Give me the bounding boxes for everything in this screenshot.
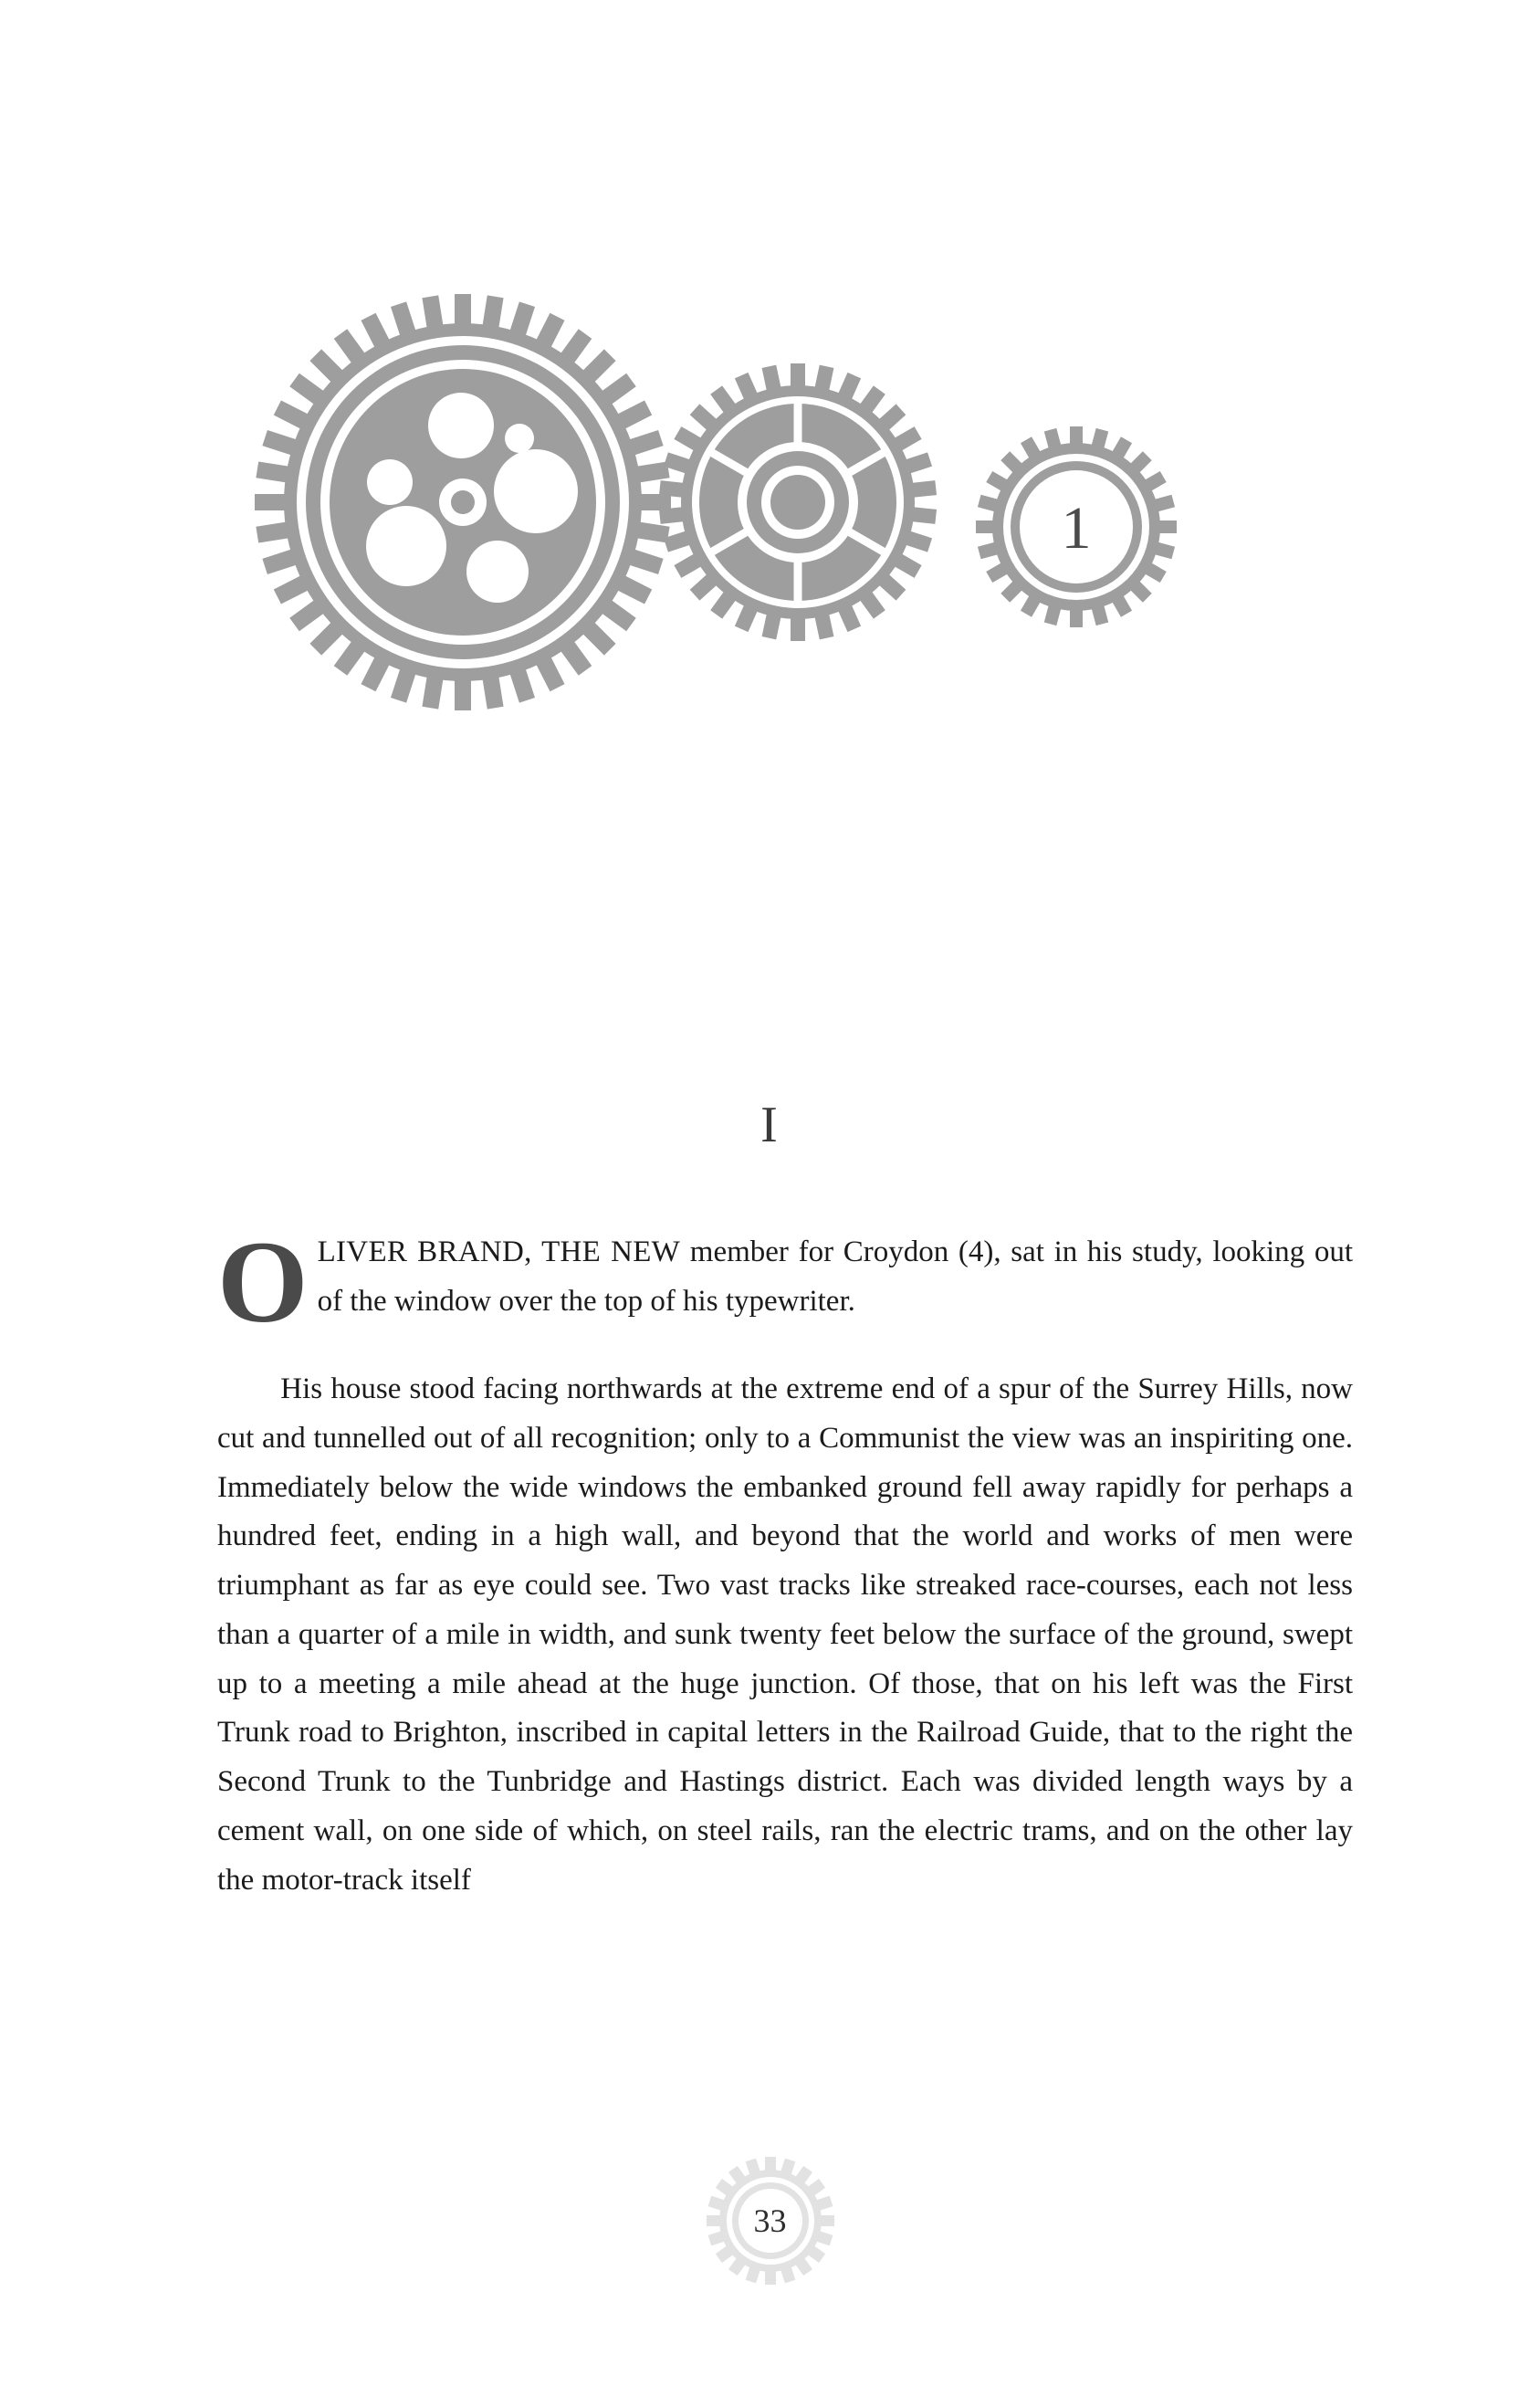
- folio-badge: [702, 2152, 839, 2289]
- paragraph-first-rest: member for Croydon (4), sat in his study, looking out of the window over the top of his typewriter.: [317, 1235, 1353, 1318]
- page-number: 33: [753, 2203, 787, 2239]
- page-footer: [0, 2152, 1540, 2289]
- gear-small: [976, 426, 1177, 627]
- chapter-number: I: [760, 1097, 780, 1153]
- gears-svg: [255, 288, 1286, 717]
- paragraph-first: [217, 1217, 1353, 1365]
- drop-cap: O: [217, 1217, 309, 1347]
- gear-medium: [658, 363, 936, 641]
- paragraph-second: His house stood facing northwards at the extreme end of a spur of the Surrey Hills, now cut and tunnelled out of all recognition; only to a Communist the view was an inspiriting one. Immediately below the wide windows the embanked ground fell away rapidly for perhaps a hundred feet, ending in a high wall, and beyond that the world and works of men were triumphant as far as eye could see. Two vast tracks like streaked race-courses, each not less than a quarter of a mile in width, and sunk twenty feet below the surface of the ground, swept up to a meeting a mile ahead at the huge junction. Of those, that on his left was the First Trunk road to Brighton, inscribed in capital letters in the Railroad Guide, that to the right the Second Trunk to the Tunbridge and Hastings district. Each was divided length ways by a cement wall, on one side of which, on steel rails, ran the electric trams, and on the other lay the motor-track itself: [217, 1372, 1353, 1897]
- gear-large: [255, 294, 671, 710]
- small-caps-lead: LIVER BRAND, THE NEW: [317, 1235, 681, 1268]
- gear-label-chapter-digit: 1: [1061, 495, 1091, 562]
- three-gears-illustration: [0, 265, 1540, 740]
- body-text: [217, 1217, 1353, 1906]
